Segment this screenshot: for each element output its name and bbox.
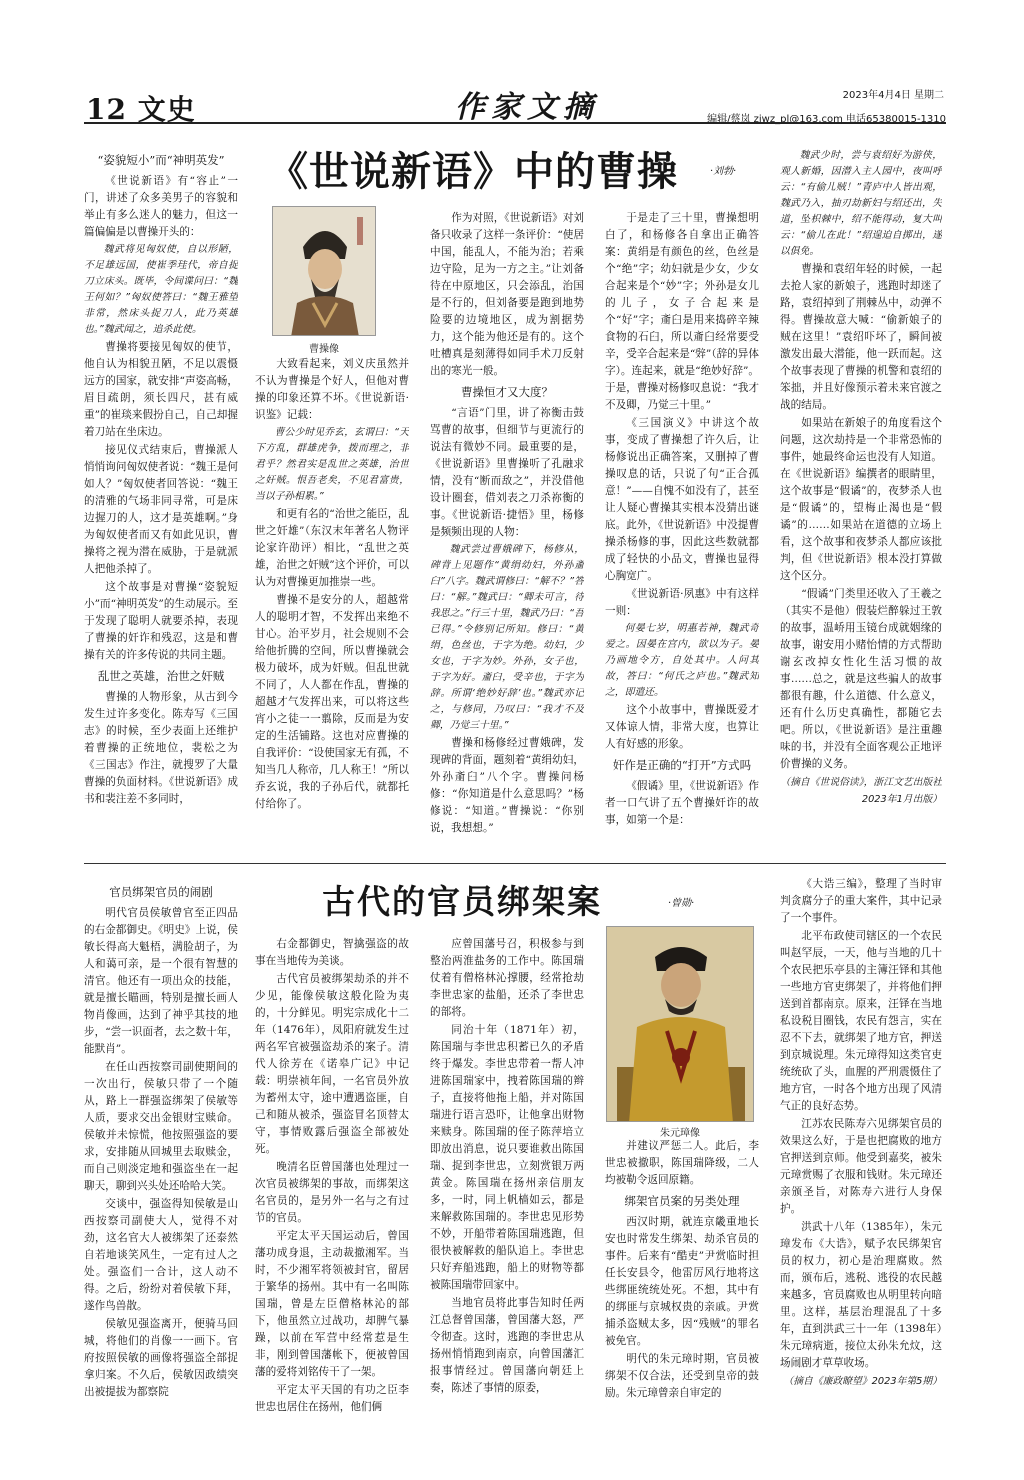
paragraph: 同治十年（1871年）初，陈国瑞与李世忠积蓄已久的矛盾终于爆发。李世忠带着一帮人冲进陈国瑞家中，拽着陈国瑞的辫子，直接将他拖上船，并对陈国瑞进行语言恐吓，让他拿出财物来赎身。陈国瑞的侄子陈萍培立即放出消息，说只要谁救出陈国瑞、捉到李世忠，立刻赏银万两黄金。陈国瑞在扬州亲信朋友多，一时，同上帆樯如云，都是来解救陈国瑞的。李世忠见形势不妙，开船带着陈国瑞逃跑，但很快被解救的船队追上。李世忠只好弃船逃跑，船上的财物等都被陈国瑞带回家中。	[430, 1024, 584, 1291]
article2-column-1	[84, 880, 238, 1420]
paragraph: 古代官员被绑架劫杀的并不少见，能像侯敏这般化险为夷的，十分鲜见。明宪宗成化十二年（1476年），凤阳府就发生过两名军官被强盗劫杀的案子。清代人徐芳在《诺皋广记》中记载：明崇祯年间，一名官员外放为蓄州太守，途中遭遇盗匪，自己和随从被杀，强盗冒名顶替太守，事情败露后强盗全部被处死。	[255, 973, 409, 1155]
paragraph: 曹操和袁绍年轻的时候，一起去抢人家的新娘子，逃跑时却迷了路，袁绍掉到了荆棘丛中，动弹不得。曹操故意大喊：“偷新娘子的贼在这里！”袁绍吓坏了，瞬间被激发出最大潜能，他一跃而起。这个故事表现了曹操的机警和袁绍的笨拙，并且好像预示着未来官渡之战的结局。	[780, 263, 942, 411]
paragraph: “言语”门里，讲了祢衡击鼓骂曹的故事，但细节与更流行的说法有微妙不同。最重要的是，《世说新语》里曹操听了孔融求情，没有“断而敌之”，并没借他设计圈套，借刘表之刀杀祢衡的事。《世说新语·捷悟》里，杨修是频频出现的人物：	[430, 407, 584, 538]
quotation: 何晏七岁，明惠若神，魏武奇爱之。因晏在宫内，欲以为子。晏乃画地令方，自处其中。人问其故，答曰：“何氏之庐也。”魏武知之，即遣还。	[605, 623, 759, 698]
source-note: （摘自《世说俗读》，浙江文艺出版社2023年1月出版）	[780, 777, 942, 805]
paragraph: 这个小故事中，曹操既爱才又体谅人情，非常大度，也算让人有好感的形象。	[605, 704, 759, 750]
quotation: 魏武将见匈奴使，自以形陋，不足雄远国，使崔季珪代，帝自捉刀立床头。既毕，令间谍问曰：“魏王何如？”匈奴使答曰：“魏王雅望非常，然床头捉刀人，此乃英雄也。”魏武闻之，追杀此使。	[84, 244, 238, 335]
paragraph: 大致看起来，刘义庆虽然并不认为曹操是个好人，但他对曹操的印象还算不坏。《世说新语·识鉴》记载：	[255, 358, 409, 421]
issue-date: 2023年4月4日 星期二	[842, 90, 944, 101]
cao-cao-portrait	[272, 206, 376, 336]
subheading: 绑架官员案的另类处理	[624, 1194, 740, 1208]
paragraph: 曹操不是安分的人，超越常人的聪明才智，不发挥出来绝不甘心。治平岁月，社会规则不会给他折腾的空间，所以曹操就会极力破坏，成为奸贼。但乱世就不同了，人人都在作乱，曹操的超越才气发挥出来，可以将这些宵小之徒一一翦除，反而是为安定的生活铺路。这也对应曹操的自我评价：“设使国家无有孤，不知当几人称帝，几人称王！”所以乔玄说，我的子孙后代，就都托付给你了。	[255, 594, 409, 810]
header-rule	[84, 122, 946, 124]
paragraph: 《大诰三编》，整理了当时审判贪腐分子的重大案件，其中记录了一个事件。	[780, 878, 942, 924]
paragraph: 北平布政使司辖区的一个农民叫赵罕辰，一天，他与当地的几十个农民把乐亭县的主簿汪铎和其他一些地方官吏绑架了，并将他们押送到首都南京。原来，汪铎在当地私设税目圈钱，农民有怨言，实在忍不下去，就绑架了地方官，押送到京城说理。朱元璋得知这类官吏统统砍了头，血腥的严刑震慑住了地方官，一时各个地方出现了风清气正的良好态势。	[780, 930, 942, 1112]
subheading: 官员绑架官员的闹剧	[109, 885, 213, 899]
zhu-yuanzhang-portrait	[606, 926, 754, 1122]
paragraph: 作为对照，《世说新语》对刘备只收录了这样一条评价：“使居中国，能乱人，不能为治；若乘边守险，足为一方之主。”让刘备待在中原地区，只会添乱，治国是不行的，但刘备要是跑到地势险要的边境地区，成为割据势力，这个能为他还是有的。这个吐槽真是刻薄得如同手术刀反射出的寒光一般。	[430, 212, 584, 377]
quotation: 曹公少时见乔玄，玄谓曰：“天下方乱，群雄虎争，拨而理之，非君乎？然君实是乱世之英雄，治世之奸贼。恨吾老矣，不见君富贵，当以子孙相累。”	[255, 427, 409, 502]
paragraph: 曹操将要接见匈奴的使节，他自认为相貌丑陋，不足以震慑远方的国家，就安排“声姿高畅，眉目疏朗，须长四尺，甚有威重”的崔琰来假扮自己，自己却握着刀站在坐床边。	[84, 341, 238, 438]
paragraph: 《世说新语》有“容止”一门，讲述了众多美男子的容貌和举止有多么迷人的魅力，但这一篇偏偏是以曹操开头的：	[84, 175, 238, 238]
paragraph: 于是走了三十里，曹操想明白了，和杨修各自拿出正确答案：黄绢是有颜色的丝，色丝是个“绝”字；幼妇就是少女，少女合起来是个“妙”字；外孙是女儿的儿子，女子合起来是个“好”字；齑臼是用来捣碎辛辣食物的石臼，所以齑臼经常要受辛，受辛合起来是“辤”（辞的异体字）。连起来，就是“绝妙好辞”。于是，曹操对杨修叹息说：“我才不及卿，乃觉三十里。”	[605, 212, 759, 411]
paragraph: 明代的朱元璋时期，官员被绑架不仅合法，还受到皇帝的鼓励。朱元璋曾亲自审定的	[605, 1353, 759, 1399]
paragraph: 这个故事是对曹操“姿貌短小”而“神明英发”的生动展示。至于发现了聪明人就要杀掉，表现了曹操的奸诈和残忍，这是和曹操有关的许多传说的共同主题。	[84, 581, 238, 661]
quotation: 魏武少时，尝与袁绍好为游侠，观人新婚，因潜入主人园中，夜叫呼云：“有偷儿贼！”青庐中人皆出观，魏武乃入，抽刃劫新妇与绍还出，失道，坠枳棘中，绍不能得动，复大叫云：“偷儿在此！”绍遑迫自掷出，遂以俱免。	[780, 150, 942, 257]
cao-cao-caption: 曹操像	[309, 344, 339, 355]
article2-column-5	[780, 876, 942, 1420]
zhu-yuanzhang-caption: 朱元璋像	[660, 1128, 700, 1139]
subheading: 奸作是正确的“打开”方式吗	[612, 758, 752, 772]
paragraph: 和更有名的“治世之能臣，乱世之奸雄”（东汉末年著名人物评论家许劭评）相比，“乱世之英雄，治世之奸贼”这个评价，可以认为对曹操更加推崇一些。	[255, 508, 409, 588]
section-rule	[84, 863, 946, 864]
article2-column-2	[255, 936, 409, 1420]
paragraph: 明代官员侯敏曾官至正四品的右金都御史。《明史》上说，侯敏长得高大魁梧，满脸胡子，为人和蔼可亲，是一个很有智慧的清官。他还有一项出众的技能，就是擅长瞄画，特别是擅长画人物肖像画，达到了神乎其技的地步，“尝一识面者，去之数十年，能默肖”。	[84, 907, 238, 1055]
paragraph: 曹操和杨修经过曹娥碑，发现碑的背面，题刻着“黄绢幼妇，外孙齑臼”八个字。曹操问杨修：“你知道是什么意思吗？”杨修说：“知道。”曹操说：“你别说，我想想。”	[430, 737, 584, 834]
article2-column-4	[605, 1138, 759, 1420]
paragraph: 《三国演义》中讲这个故事，变成了曹操想了许久后，让杨修说出正确答案，又删掉了曹操叹息的话，只说了句“正合孤意！”——自愧不如没有了，甚至让人疑心曹操其实根本没猜出谜底。此外，《世说新语》中没提曹操杀杨修的事，因此这些数就都成了轻快的小品文，曹操也显得心胸宽广。	[605, 417, 759, 582]
quotation: 魏武尝过曹娥碑下，杨修从，碑背上见题作“黄绢幼妇，外孙齑臼”八字。魏武谓修曰：“解不？”答曰：“解。”魏武曰：“卿未可言，待我思之。”行三十里，魏武乃曰：“吾已得。”令修别记所知。修曰：“黄绢，色丝也，于字为绝。幼妇，少女也，于字为妙。外孙，女子也，于字为好。齑臼，受辛也，于字为辞。所谓‘绝妙好辞’也。”魏武亦记之，与修同，乃叹曰：“我才不及卿，乃觉三十里。”	[430, 544, 584, 731]
article1-column-2	[255, 356, 409, 860]
article1-column-5	[780, 148, 942, 860]
paragraph: 西汉时期，就连京畿重地长安也时常发生绑架、劫杀官员的事件。后来有“酷吏”尹赏临时担任长安县令，他雷厉风行地将这些绑匪统统处死。不想，其中有的绑匪与京城权贵的亲戚。尹赏捕杀盗贼太多，因“残贼”的罪名被免官。	[605, 1216, 759, 1347]
paragraph: 平定太平天国的有功之臣李世忠也居住在扬州，他们俩	[255, 1384, 409, 1413]
page-number: 12 文史	[86, 93, 196, 126]
paragraph: 江苏农民陈寿六见绑架官员的效果这么好，于是也把腐败的地方官押送到京师。他受到嘉奖，被朱元璋赏赐了衣服和钱财。朱元璋还亲颁圣旨，对陈寿六进行人身保护。	[780, 1118, 942, 1215]
subheading: 曹操恒才又大度？	[461, 385, 553, 399]
article1-column-4	[605, 210, 759, 860]
article1-title: 《世说新语》中的曹操	[268, 148, 678, 195]
paragraph: 侯敏见强盗离开，便骑马回城，将他们的肖像一一画下。官府按照侯敏的画像将强盗全部捉拿归案。不久后，侯敏因政绩突出被提拔为都察院	[84, 1318, 238, 1398]
editor-contact: 编辑/蔡岚 zjwz_pl@163.com 电话65380015-1310	[707, 114, 946, 125]
paragraph: 曹操的人物形象，从古到今发生过许多变化。陈寿写《三国志》的时候，至少表面上还维护着曹操的正统地位，裴松之为《三国志》作注，就搜罗了大量曹操的负面材料。《世说新语》成书和裴注差不多同时，	[84, 691, 238, 805]
paragraph: 接见仪式结束后，曹操派人悄悄询问匈奴使者说：“魏王是何如人？”匈奴使者回答说：“魏王的清雅的气场非同寻常，可是床边握刀的人，这才是英雄啊。”身为匈奴使者而又有如此见识，曹操将之视为潜在威胁，于是就派人把他杀掉了。	[84, 444, 238, 575]
paragraph: 如果站在新娘子的角度看这个问题，这次劫持是一个非常恐怖的事件，她最终命运也没有人知道。在《世说新语》编撰者的眼睛里，这个故事是“假谲”的，夜梦杀人也是“假谲”的，望梅止渴也是“假谲”的……如果站在道德的立场上看，这个故事和夜梦杀人都应该批判，但《世说新语》根本没打算做这个区分。	[780, 417, 942, 582]
subheading: “姿貌短小”而“神明英发”	[97, 153, 225, 167]
paragraph: 应曾国藩号召，积极参与到整治两淮盐务的工作中。陈国瑞仗着有僧格林沁撑腰，经常抢劫李世忠家的盐船，还杀了李世忠的部将。	[430, 938, 584, 1018]
paragraph: 并建议严惩二人。此后，李世忠被撤职，陈国瑞降级，二人均被勒令返回原籍。	[605, 1140, 759, 1186]
paragraph: 洪武十八年（1385年），朱元璋发布《大诰》，赋予农民绑架官员的权力，初心是治理腐败。然而，颁布后，逃税、逃役的农民越来越多，官员腐败也从明里转向暗里。这样，基层治理混乱了十多年，直到洪武三十一年（1398年）朱元璋病逝，接位太孙朱允炆，这场闹剧才草草收场。	[780, 1221, 942, 1369]
paragraph: 交谈中，强盗得知侯敏是山西按察司副使大人，觉得不对劲，这名官大人被绑架了还泰然自若地谈笑风生，一定有过人之处。强盗们一合计，这人动不得。之后，纷纷对着侯敏下拜，遂作鸟兽散。	[84, 1198, 238, 1312]
paragraph: 《假谲》里，《世说新语》作者一口气讲了五个曹操奸诈的故事，如第一个是：	[605, 780, 759, 826]
paragraph: 在任山西按察司副使期间的一次出行，侯敏只带了一个随从，路上一群强盗绑架了侯敏等人质，要求交出金银财宝赎命。侯敏并未惊慌，他按照强盗的要求，安排随从回城里去取赎金，而自己则淡定地和强盗坐在一起聊天，聊到兴头处还哈哈大笑。	[84, 1061, 238, 1192]
paragraph: 平定太平天国运动后，曾国藩功成身退，主动裁撤湘军。当时，不少湘军将领被封官，留居于繁华的扬州。其中有一名叫陈国瑞，曾是左臣僧格林沁的部下，他虽然立过战功，却脾气暴躁，以前在军营中经常惹是生非，刚到曾国藩帐下，便被曾国藩的爱将刘铭传干了一架。	[255, 1230, 409, 1378]
paragraph: 当地官员将此事告知时任两江总督曾国藩，曾国藩大怒，严令彻查。这时，逃跑的李世忠从扬州悄悄跑到南京，向曾国藩汇报事情经过。曾国藩向朝廷上奏，陈述了事情的原委，	[430, 1297, 584, 1394]
paragraph: 右金都御史，智擒强盗的故事在当地传为美谈。	[255, 938, 409, 967]
article2-column-3	[430, 936, 584, 1420]
article2-title: 古代的官员绑架案	[322, 882, 602, 921]
subheading: 乱世之英雄，治世之奸贼	[97, 669, 225, 683]
paragraph: 晚清名臣曾国藩也处理过一次官员被绑架的事故，而绑架这名官员的，是另外一名与之有过节的官员。	[255, 1161, 409, 1224]
paragraph: 《世说新语·夙惠》中有这样一则：	[605, 588, 759, 617]
article1-column-3	[430, 210, 584, 860]
paragraph: “假谲”门类里还收入了王羲之（其实不是他）假装烂醉躲过王敦的故事，温峤用玉镜台成就姻缘的故事，谢安用小赌怡情的方式帮助谢玄改掉女性化生活习惯的故事……总之，就是这些骗人的故事都很有趣，什么道德、什么意义，还有什么历史真确性，都随它去吧。所以，《世说新语》是注重趣味的书，并没有全面客观公正地评价曹操的义务。	[780, 588, 942, 770]
source-note: （摘自《廉政瞭望》2023年第5期）	[783, 1376, 942, 1387]
masthead-logo: 作家文摘	[455, 90, 599, 125]
article2-author: ·曾勋·	[668, 898, 695, 909]
article1-author: ·刘勃·	[710, 166, 737, 177]
article1-column-1	[84, 148, 238, 860]
